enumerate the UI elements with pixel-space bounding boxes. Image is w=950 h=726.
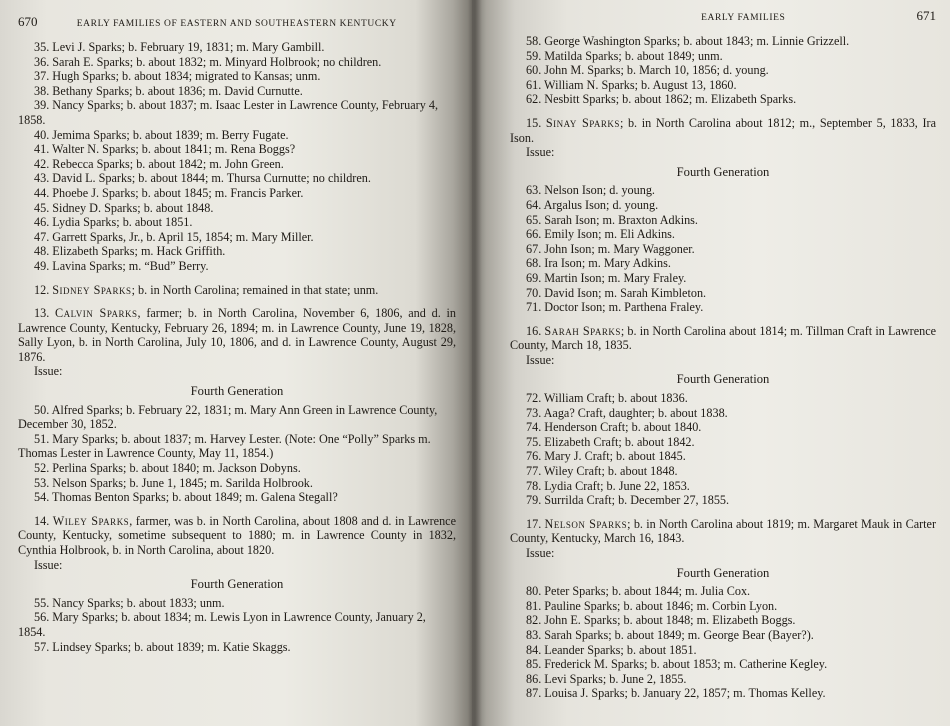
genealogy-entry: 59. Matilda Sparks; b. about 1849; unm. <box>526 48 723 63</box>
family-head-name: Wiley Sparks <box>52 513 130 528</box>
genealogy-entry: 49. Lavina Sparks; m. “Bud” Berry. <box>34 258 209 273</box>
genealogy-entry: 56. Mary Sparks; b. about 1834; m. Lewis Lyon in Lawrence County, January 2, 1854. <box>18 610 426 639</box>
genealogy-entry: 79. Surrilda Craft; b. December 27, 1855. <box>526 493 730 508</box>
genealogy-entry: 47. Garrett Sparks, Jr., b. April 15, 1854; m. Mary Miller. <box>34 229 314 244</box>
genealogy-entry: 72. William Craft; b. about 1836. <box>526 391 688 406</box>
right-page-body <box>510 34 936 701</box>
genealogy-entry: 77. Wiley Craft; b. about 1848. <box>526 464 678 479</box>
left-page-body <box>18 40 456 654</box>
genealogy-entry: 35. Levi J. Sparks; b. February 19, 1831; m. Mary Gambill. <box>34 40 325 54</box>
family-head-name: Calvin Sparks <box>55 306 138 321</box>
genealogy-entry: 75. Elizabeth Craft; b. about 1842. <box>526 434 695 449</box>
genealogy-entry: 38. Bethany Sparks; b. about 1836; m. David Curnutte. <box>34 83 303 98</box>
genealogy-entry: 67. John Ison; m. Mary Waggoner. <box>526 241 695 256</box>
genealogy-entry: 84. Leander Sparks; b. about 1851. <box>526 642 697 657</box>
running-head-right <box>510 8 936 24</box>
paragraph-text: , farmer, was b. in North Carolina, about 1808 and d. in Lawrence County, Kentucky, sometime subsequent to 1880; m. in Lawrence County in 1832, Cynthia Holbrook, b. in North Carolina, about 1820. <box>18 513 456 557</box>
family-head-name: Sinay Sparks <box>545 115 620 130</box>
family-head-name: Sarah Sparks <box>544 323 621 338</box>
paragraph-text: ; b. in North Carolina about 1814; m. Tillman Craft in Lawrence County, March 18, 1835. <box>510 323 937 353</box>
issue-label: Issue: <box>34 364 63 379</box>
genealogy-entry: 39. Nancy Sparks; b. about 1837; m. Isaac Lester in Lawrence County, February 4, 1858. <box>18 98 438 127</box>
genealogy-entry: 87. Louisa J. Sparks; b. January 22, 1857; m. Thomas Kelley. <box>526 686 826 701</box>
genealogy-entry: 68. Ira Ison; m. Mary Adkins. <box>526 256 671 271</box>
paragraph-number: 13. <box>34 306 55 321</box>
paragraph-spacer <box>18 297 456 306</box>
paragraph-spacer <box>510 315 936 324</box>
generation-heading: Fourth Generation <box>190 384 284 399</box>
family-head-name: Sidney Sparks <box>52 282 132 297</box>
running-title-right: EARLY FAMILIES <box>701 13 786 23</box>
genealogy-entry: 55. Nancy Sparks; b. about 1833; unm. <box>34 595 225 610</box>
generation-heading: Fourth Generation <box>676 164 770 179</box>
family-paragraph <box>18 306 456 364</box>
genealogy-entry: 57. Lindsey Sparks; b. about 1839; m. Katie Skaggs. <box>34 639 291 654</box>
genealogy-entry: 37. Hugh Sparks; b. about 1834; migrated to Kansas; unm. <box>34 69 321 84</box>
paragraph-number: 15. <box>526 115 546 130</box>
paragraph-text: ; b. in North Carolina; remained in that state; unm. <box>131 282 379 297</box>
genealogy-entry: 50. Alfred Sparks; b. February 22, 1831; m. Mary Ann Green in Lawrence County, December 30, 1852. <box>18 402 438 432</box>
genealogy-entry: 65. Sarah Ison; m. Braxton Adkins. <box>526 212 698 227</box>
genealogy-entry: 73. Aaga? Craft, daughter; b. about 1838. <box>526 405 728 420</box>
issue-label: Issue: <box>526 352 555 367</box>
page-number-right: 671 <box>916 8 936 23</box>
paragraph-number: 16. <box>526 323 545 338</box>
paragraph-number: 14. <box>34 513 53 528</box>
paragraph-spacer <box>18 505 456 514</box>
family-paragraph <box>18 283 456 298</box>
right-page <box>472 0 950 726</box>
issue-label: Issue: <box>526 546 555 560</box>
issue-label: Issue: <box>526 145 555 160</box>
family-paragraph <box>510 324 936 353</box>
genealogy-entry: 52. Perlina Sparks; b. about 1840; m. Jackson Dobyns. <box>34 461 301 476</box>
running-title-left: EARLY FAMILIES OF EASTERN AND SOUTHEASTERN KENTUCKY <box>76 19 397 29</box>
genealogy-entry: 51. Mary Sparks; b. about 1837; m. Harvey Lester. (Note: One “Polly” Sparks m. Thomas Lester in Lawrence County, May 11, 1854.) <box>18 431 431 461</box>
genealogy-entry: 86. Levi Sparks; b. June 2, 1855. <box>526 671 687 686</box>
paragraph-spacer <box>510 107 936 116</box>
page-number-left: 670 <box>18 14 38 29</box>
family-paragraph <box>510 517 936 546</box>
genealogy-entry: 61. William N. Sparks; b. August 13, 1860. <box>526 77 737 92</box>
genealogy-entry: 76. Mary J. Craft; b. about 1845. <box>526 449 686 464</box>
genealogy-entry: 81. Pauline Sparks; b. about 1846; m. Corbin Lyon. <box>526 598 778 613</box>
issue-label: Issue: <box>34 557 63 572</box>
paragraph-spacer <box>18 274 456 283</box>
genealogy-entry: 54. Thomas Benton Sparks; b. about 1849; m. Galena Stegall? <box>34 490 338 505</box>
genealogy-entry: 44. Phoebe J. Sparks; b. about 1845; m. Francis Parker. <box>34 185 304 200</box>
genealogy-entry: 85. Frederick M. Sparks; b. about 1853; m. Catherine Kegley. <box>526 657 828 672</box>
genealogy-entry: 63. Nelson Ison; d. young. <box>526 183 655 198</box>
genealogy-entry: 62. Nesbitt Sparks; b. about 1862; m. Elizabeth Sparks. <box>526 92 797 107</box>
genealogy-entry: 45. Sidney D. Sparks; b. about 1848. <box>34 200 214 215</box>
generation-heading: Fourth Generation <box>676 565 770 580</box>
genealogy-entry: 80. Peter Sparks; b. about 1844; m. Julia Cox. <box>526 584 751 599</box>
paragraph-number: 12. <box>34 282 53 297</box>
genealogy-entry: 58. George Washington Sparks; b. about 1843; m. Linnie Grizzell. <box>526 34 850 48</box>
genealogy-entry: 82. John E. Sparks; b. about 1848; m. Elizabeth Boggs. <box>526 613 796 628</box>
genealogy-entry: 36. Sarah E. Sparks; b. about 1832; m. Minyard Holbrook; no children. <box>34 54 382 69</box>
genealogy-entry: 41. Walter N. Sparks; b. about 1841; m. Rena Boggs? <box>34 142 296 157</box>
genealogy-entry: 71. Doctor Ison; m. Parthena Fraley. <box>526 300 704 315</box>
genealogy-entry: 70. David Ison; m. Sarah Kimbleton. <box>526 285 707 300</box>
genealogy-entry: 78. Lydia Craft; b. June 22, 1853. <box>526 478 690 493</box>
genealogy-entry: 74. Henderson Craft; b. about 1840. <box>526 420 702 435</box>
genealogy-entry: 66. Emily Ison; m. Eli Adkins. <box>526 227 675 242</box>
genealogy-entry: 64. Argalus Ison; d. young. <box>526 197 659 212</box>
running-head-left <box>18 14 456 30</box>
paragraph-text: ; b. in North Carolina about 1819; m. Margaret Mauk in Carter County, Kentucky, March 16, 1843. <box>510 516 937 546</box>
left-page <box>0 0 472 726</box>
generation-heading: Fourth Generation <box>676 372 770 387</box>
genealogy-entry: 60. John M. Sparks; b. March 10, 1856; d. young. <box>526 63 769 78</box>
genealogy-entry: 40. Jemima Sparks; b. about 1839; m. Berry Fugate. <box>34 127 289 142</box>
genealogy-entry: 48. Elizabeth Sparks; m. Hack Griffith. <box>34 244 226 259</box>
genealogy-entry: 69. Martin Ison; m. Mary Fraley. <box>526 270 687 285</box>
paragraph-spacer <box>510 508 936 517</box>
paragraph-text: , farmer; b. in North Carolina, November 6, 1806, and d. in Lawrence County, Kentucky, February 26, 1894; m. in Lawrence County, June 19, 1828, Sally Lyon, b. in North Carolina, July 10, 1806, and d. in Lawrence County, August 29, 1876. <box>18 306 456 364</box>
family-paragraph <box>18 514 456 558</box>
generation-heading: Fourth Generation <box>190 577 284 592</box>
genealogy-entry: 53. Nelson Sparks; b. June 1, 1845; m. Sarilda Holbrook. <box>34 475 313 490</box>
paragraph-number: 17. <box>526 516 545 531</box>
genealogy-entry: 42. Rebecca Sparks; b. about 1842; m. John Green. <box>34 156 284 171</box>
paragraph-text: ; b. in North Carolina about 1812; m., September 5, 1833, Ira Ison. <box>510 115 936 145</box>
genealogy-entry: 83. Sarah Sparks; b. about 1849; m. George Bear (Bayer?). <box>526 627 814 642</box>
family-head-name: Nelson Sparks <box>544 516 628 531</box>
genealogy-entry: 43. David L. Sparks; b. about 1844; m. Thursa Curnutte; no children. <box>34 171 371 186</box>
genealogy-entry: 46. Lydia Sparks; b. about 1851. <box>34 215 193 230</box>
family-paragraph <box>510 116 936 145</box>
